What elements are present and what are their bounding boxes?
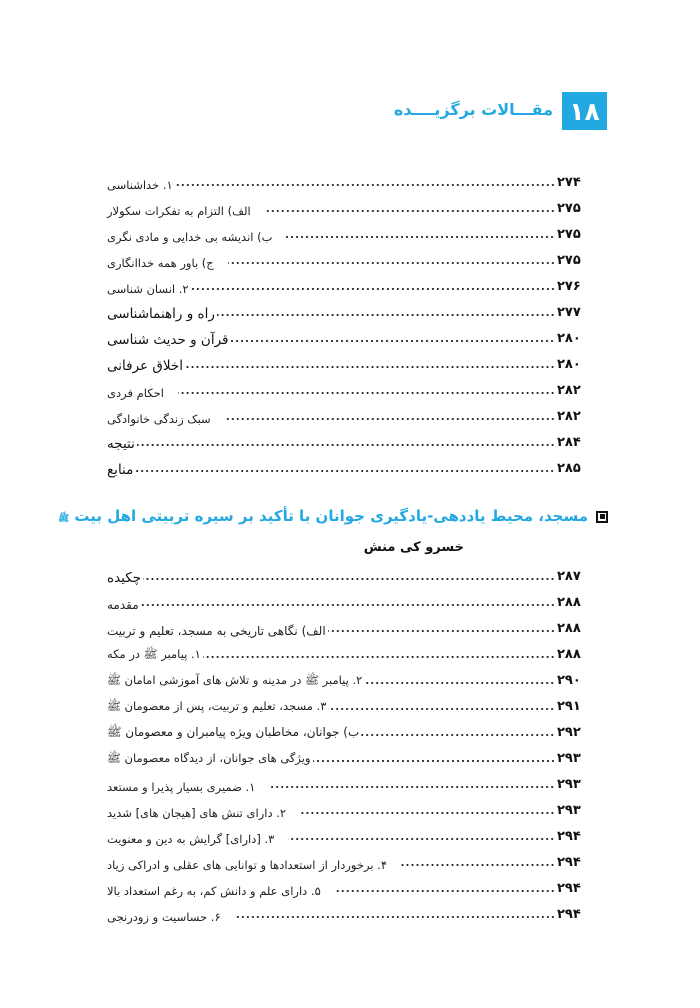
leader-dots <box>141 588 555 612</box>
toc-entry-page: ۲۹۴ <box>557 907 581 922</box>
leader-dots <box>137 428 555 452</box>
toc-entry-label: ۵. دارای علم و دانش کم، به رغم استعداد بالا <box>107 884 321 898</box>
toc-entry-label: راه و راهنماشناسی <box>107 306 215 322</box>
toc-entry-page: ۲۸۷ <box>557 569 581 584</box>
toc-entry-label: اخلاق عرفانی <box>107 358 183 374</box>
leader-dots <box>300 796 555 820</box>
toc-entry-label: ویژگی های جوانان، از دیدگاه معصومان ﷺ <box>107 751 311 765</box>
leader-dots <box>286 220 555 244</box>
toc-entry-page: ۲۹۳ <box>557 777 581 792</box>
toc-entry-label: ۱. ضمیری بسیار پذیرا و مستعد <box>107 780 256 794</box>
leader-dots <box>361 718 555 742</box>
toc-entry[interactable] <box>103 220 591 244</box>
toc-entry[interactable] <box>103 614 591 638</box>
toc-entry-label: منابع <box>107 462 134 478</box>
leader-dots <box>228 246 555 270</box>
toc-entry-label: الف) نگاهی تاریخی به مسجد، تعلیم و تربیت <box>107 624 326 638</box>
toc-entry[interactable] <box>103 454 591 478</box>
toc-entry[interactable] <box>103 588 591 612</box>
leader-dots <box>401 848 555 872</box>
toc-entry[interactable] <box>103 692 591 716</box>
toc-entry-page: ۲۷۶ <box>557 279 581 294</box>
toc-entry-label: ۱. پیامبر ﷺ در مکه <box>107 647 201 661</box>
toc-entry-page: ۲۷۷ <box>557 305 581 320</box>
toc-entry[interactable] <box>103 666 591 690</box>
toc-entry-page: ۲۹۴ <box>557 855 581 870</box>
page-number: ۱۸ <box>569 96 600 126</box>
section-title-text: مسجد، محیط یاددهی-یادگیری جوانان با تأکید بر سیره تربیتی اهل بیت <box>74 507 588 525</box>
toc-entry-label: نتیجه <box>107 436 135 452</box>
toc-entry-label: چکیده <box>107 570 142 586</box>
toc-entry-page: ۲۸۰ <box>557 331 581 346</box>
toc-entry-label: ۲. دارای تنش های [هیجان های] شدید <box>107 806 287 820</box>
toc-entry-page: ۲۹۲ <box>557 725 581 740</box>
leader-dots <box>143 562 555 586</box>
toc-entry-page: ۲۷۴ <box>557 175 581 190</box>
toc-entry[interactable] <box>103 376 591 400</box>
leader-dots <box>235 900 555 924</box>
toc-entry-label: ب) اندیشه بی خدایی و مادی نگری <box>107 230 273 244</box>
toc-entry[interactable] <box>103 246 591 270</box>
toc-entry[interactable] <box>103 272 591 296</box>
section-author: خسرو کی منش <box>363 540 464 555</box>
toc-entry-label: سبک زندگی خانوادگی <box>107 412 211 426</box>
leader-dots <box>328 692 555 716</box>
toc-entry-page: ۲۸۲ <box>557 383 581 398</box>
leader-dots <box>203 640 555 664</box>
leader-dots <box>175 168 555 192</box>
toc-entry[interactable] <box>103 744 591 768</box>
toc-entry-page: ۲۸۲ <box>557 409 581 424</box>
toc-entry-label: الف) التزام به تفکرات سکولار <box>107 204 251 218</box>
leader-dots <box>185 350 555 374</box>
leader-dots <box>217 298 555 322</box>
toc-entry[interactable] <box>103 796 591 820</box>
leader-dots <box>191 272 555 296</box>
honorific-glyph: ﷺ <box>58 514 70 524</box>
toc-entry[interactable] <box>103 402 591 426</box>
toc-entry-page: ۲۹۰ <box>557 673 581 688</box>
leader-dots <box>364 666 555 690</box>
leader-dots <box>269 770 555 794</box>
toc-entry-label: ۳. [دارای] گرایش به دین و معنویت <box>107 832 275 846</box>
running-header-title: مقـــالات برگزیــــده <box>393 100 553 119</box>
toc-entry-page: ۲۸۴ <box>557 435 581 450</box>
toc-entry[interactable] <box>103 428 591 452</box>
toc-entry-page: ۲۹۴ <box>557 881 581 896</box>
toc-entry[interactable] <box>103 324 591 348</box>
toc-entry[interactable] <box>103 298 591 322</box>
toc-entry-label: ۱. خداشناسی <box>107 178 173 192</box>
leader-dots <box>230 324 555 348</box>
toc-entry-page: ۲۹۱ <box>557 699 581 714</box>
toc-entry-label: ۲. انسان شناسی <box>107 282 189 296</box>
toc-entry-label: ۳. مسجد، تعلیم و تربیت، پس از معصومان ﷺ <box>107 699 327 713</box>
leader-dots <box>313 744 555 768</box>
section-heading <box>58 507 608 526</box>
toc-entry-page: ۲۸۰ <box>557 357 581 372</box>
toc-entry-label: ب) جوانان، مخاطبان ویژه پیامبران و معصومان ﷺ <box>107 725 360 739</box>
toc-entry[interactable] <box>103 770 591 794</box>
toc-entry[interactable] <box>103 194 591 218</box>
toc-entry[interactable] <box>103 822 591 846</box>
toc-entry-page: ۲۸۸ <box>557 595 581 610</box>
leader-dots <box>178 376 555 400</box>
toc-entry[interactable] <box>103 900 591 924</box>
toc-entry-page: ۲۷۵ <box>557 227 581 242</box>
toc-entry-page: ۲۹۳ <box>557 751 581 766</box>
square-bullet-icon <box>596 511 608 523</box>
toc-entry-label: ۲. پیامبر ﷺ در مدینه و تلاش های آموزشی امامان ﷺ <box>107 673 363 687</box>
toc-entry-label: احکام فردی <box>107 386 164 400</box>
toc-entry[interactable] <box>103 718 591 742</box>
toc-entry[interactable] <box>103 640 591 664</box>
toc-entry-page: ۲۸۵ <box>557 461 581 476</box>
toc-entry-label: ۶. حساسیت و زودرنجی <box>107 910 221 924</box>
leader-dots <box>335 874 555 898</box>
toc-entry-page: ۲۷۵ <box>557 201 581 216</box>
toc-entry-label: ۴. برخوردار از استعدادها و توانایی های عقلی و ادراکی زیاد <box>107 858 388 872</box>
toc-entry[interactable] <box>103 168 591 192</box>
toc-entry[interactable] <box>103 874 591 898</box>
toc-entry[interactable] <box>103 350 591 374</box>
toc-entry-label: مقدمه <box>107 598 139 612</box>
toc-entry-page: ۲۷۵ <box>557 253 581 268</box>
toc-entry-label: ج) باور همه خداانگاری <box>107 256 214 270</box>
section-title <box>58 507 588 526</box>
toc-entry-page: ۲۹۳ <box>557 803 581 818</box>
toc-entry-page: ۲۸۸ <box>557 647 581 662</box>
toc-entry[interactable] <box>103 562 591 586</box>
leader-dots <box>288 822 555 846</box>
toc-entry-label: قرآن و حدیث شناسی <box>107 332 229 348</box>
leader-dots <box>265 194 555 218</box>
leader-dots <box>135 454 555 478</box>
toc-entry-page: ۲۹۴ <box>557 829 581 844</box>
toc-entry[interactable] <box>103 848 591 872</box>
leader-dots <box>328 614 555 638</box>
page-number-box <box>562 92 607 130</box>
leader-dots <box>225 402 555 426</box>
toc-entry-page: ۲۸۸ <box>557 621 581 636</box>
